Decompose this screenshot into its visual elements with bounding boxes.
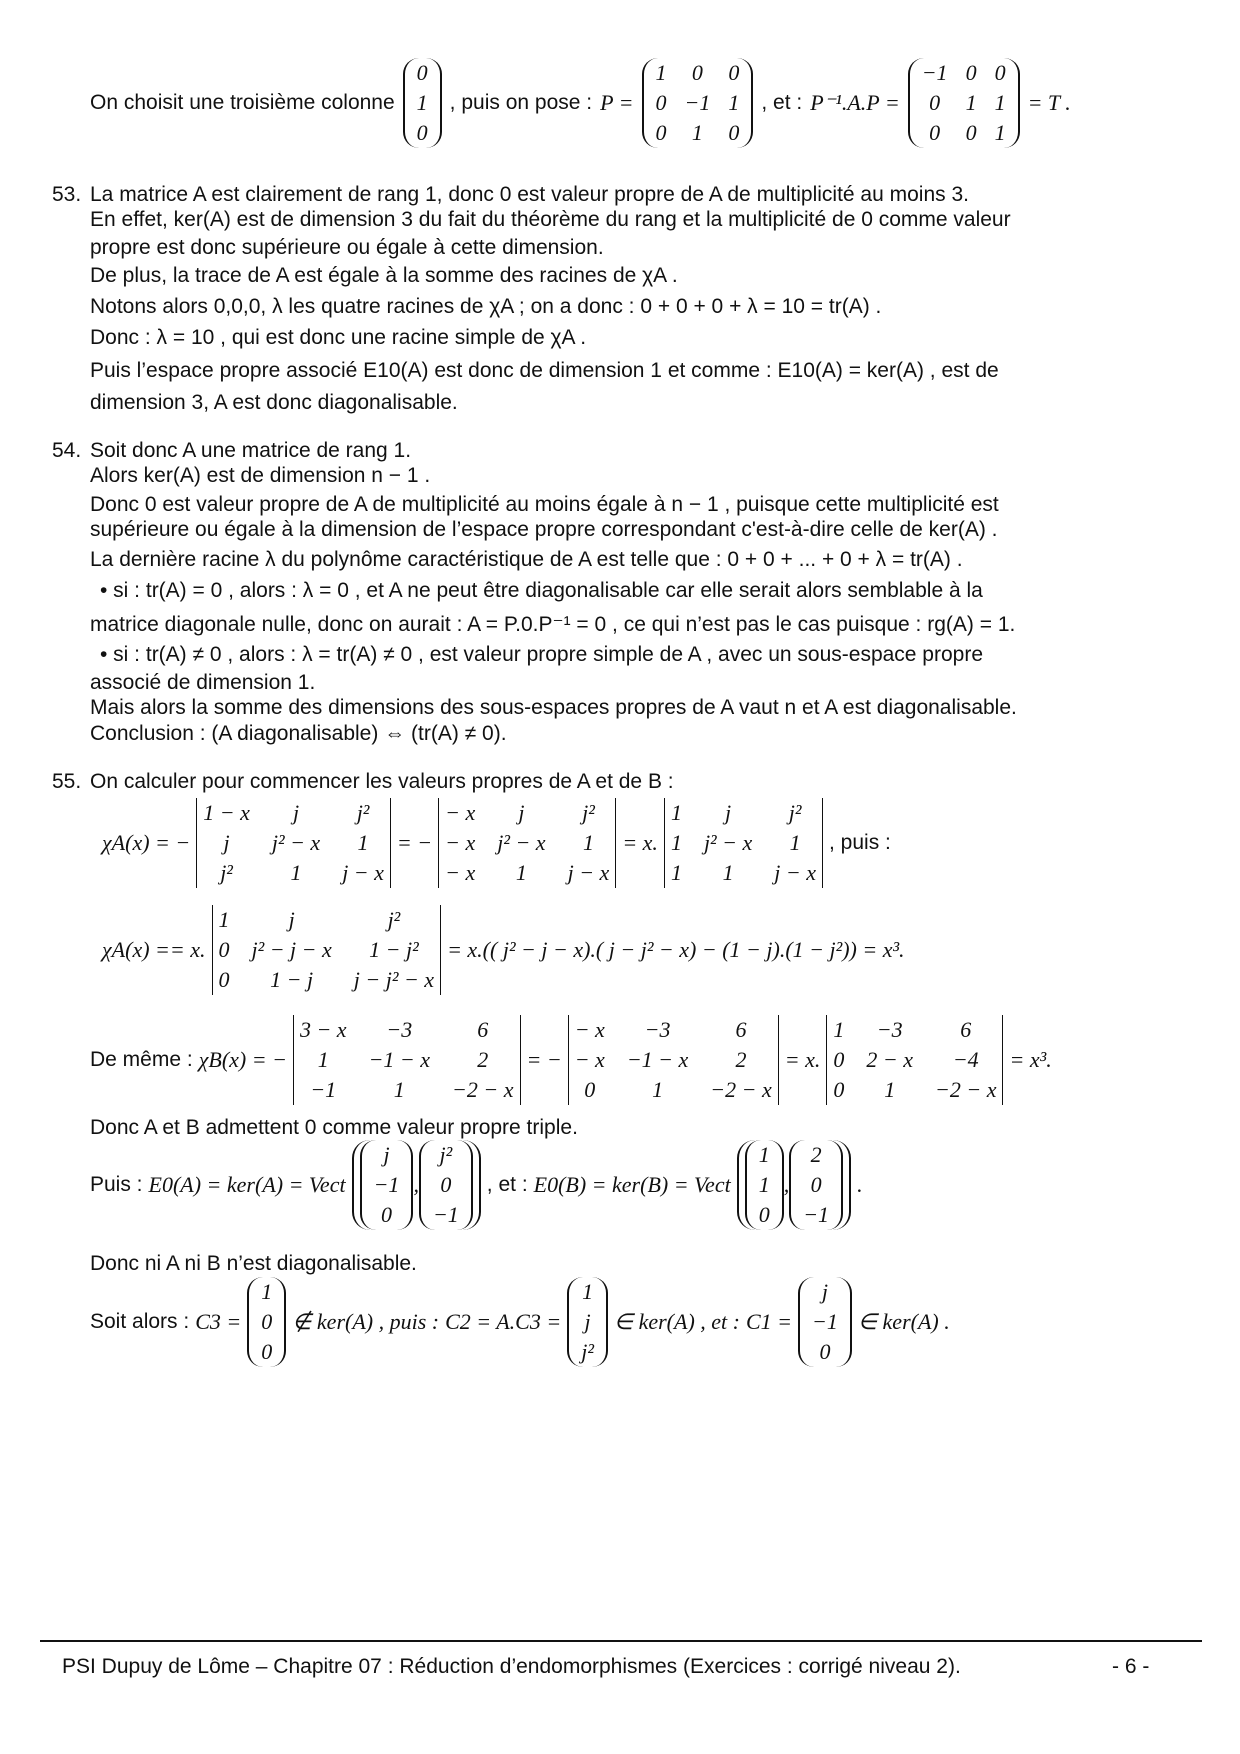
ex54-line-2: Alors ker(A) est de dimension n − 1 .	[90, 464, 431, 487]
T-label: P⁻¹.A.P =	[810, 90, 900, 115]
P-matrix-cell: 1	[655, 60, 667, 85]
vectA-1	[360, 1140, 414, 1230]
C-vectors-line	[90, 1277, 950, 1367]
C3-label: C3 =	[195, 1309, 242, 1334]
det-4-cell: j²	[387, 907, 401, 932]
chiA-equation-1	[102, 798, 891, 888]
det-1-cell: j²	[220, 860, 233, 885]
eq-minus-1: = −	[396, 830, 433, 855]
det-4-cell: j − j² − x	[353, 967, 435, 992]
T-end: = T .	[1027, 90, 1071, 115]
eq-minus-2: = −	[526, 1047, 562, 1072]
det-4-cell: 1	[218, 907, 230, 932]
vectA-comma: ,	[413, 1172, 419, 1197]
det-6-cell: −2 − x	[710, 1077, 772, 1102]
det-7-cell: 2 − x	[866, 1047, 914, 1072]
C2-vector	[567, 1277, 608, 1367]
det-1-cell: j	[223, 830, 230, 855]
eq-x-1: = x.	[622, 830, 658, 855]
det-4-cell: j	[288, 907, 295, 932]
vectA-2-cell: 0	[440, 1172, 452, 1197]
ex54-number: 54.	[52, 439, 82, 462]
det-5-cell: −3	[386, 1017, 413, 1042]
ex54-line-9: associé de dimension 1.	[90, 671, 316, 694]
det-7-cell: 0	[833, 1077, 845, 1102]
det-5-cell: 1	[393, 1077, 405, 1102]
T-matrix	[908, 58, 1020, 148]
ex53-line-6: Donc : λ = 10 , qui est donc une racine simple de χA .	[90, 326, 587, 349]
det-5-cell: 1	[317, 1047, 329, 1072]
chiA-label: χA(x) = −	[102, 830, 191, 855]
det-4	[212, 905, 442, 995]
C3-vector-cell: 1	[261, 1279, 273, 1304]
third-column-matrix-cell: 0	[416, 60, 428, 85]
det-3-cell: j − x	[774, 860, 816, 885]
det-5-cell: −1 − x	[368, 1047, 431, 1072]
det-2-cell: j	[518, 800, 525, 825]
vectB-2	[789, 1140, 843, 1230]
vectB-comma: ,	[783, 1172, 790, 1197]
vectB-1-cell: 0	[758, 1202, 770, 1227]
C2-vector-cell: j²	[581, 1339, 594, 1364]
det-7-cell: 0	[833, 1047, 845, 1072]
vectB-1-cell: 1	[758, 1142, 770, 1167]
ex54-line-10: Mais alors la somme des dimensions des sous-espaces propres de A vaut n et A est diagonalisable.	[90, 696, 1017, 719]
C3-vector-cell: 0	[261, 1339, 273, 1364]
det-4-cell: 0	[218, 937, 230, 962]
ex53-line-8: dimension 3, A est donc diagonalisable.	[90, 391, 458, 414]
det-2-cell: − x	[445, 860, 476, 885]
ex54-line-6: • si : tr(A) = 0 , alors : λ = 0 , et A ne peut être diagonalisable car elle serait alors semblable à la	[100, 579, 983, 602]
P-matrix-cell: 1	[691, 120, 703, 145]
det-6-cell: −1 − x	[626, 1047, 689, 1072]
ex54-line-8: • si : tr(A) ≠ 0 , alors : λ = tr(A) ≠ 0 , est valeur propre simple de A , avec un sous-espace propre	[100, 643, 984, 666]
T-matrix-cell: 1	[994, 120, 1006, 145]
vectA-1-cell: j	[383, 1142, 390, 1167]
ex53-line-4: De plus, la trace de A est égale à la somme des racines de χA .	[90, 264, 678, 287]
det-4-cell: 1 − j²	[369, 937, 419, 962]
det-2-cell: j²	[582, 800, 595, 825]
et-text: , et :	[486, 1173, 528, 1196]
T-matrix-cell: 0	[965, 60, 977, 85]
det-7	[826, 1015, 1003, 1105]
intro-text-2: , puis on pose :	[449, 91, 593, 114]
ex53-line-5: Notons alors 0,0,0, λ les quatre racines de χA ; on a donc : 0 + 0 + 0 + λ = 10 = tr(A) .	[90, 295, 882, 318]
det-7-cell: −2 − x	[935, 1077, 997, 1102]
chiB-result: = x³.	[1009, 1047, 1052, 1072]
ex53-line-1: La matrice A est clairement de rang 1, donc 0 est valeur propre de A de multiplicité au moins 3.	[90, 183, 969, 206]
eq-x-2: = x.	[784, 1047, 821, 1072]
vectB-1-cell: 1	[758, 1172, 770, 1197]
det-7-cell: 1	[833, 1017, 845, 1042]
det-4-cell: 1 − j	[270, 967, 314, 992]
det-3-cell: 1	[789, 830, 801, 855]
ex53-line-7: Puis l’espace propre associé E10(A) est donc de dimension 1 et comme : E10(A) = ker(A) , est de	[90, 359, 999, 382]
page-number: - 6 -	[1112, 1655, 1150, 1678]
ex53-line-3: propre est donc supérieure ou égale à cette dimension.	[90, 236, 604, 259]
det-2-cell: j² − x	[497, 830, 546, 855]
ex55-nondiag-line: Donc ni A ni B n’est diagonalisable.	[90, 1252, 417, 1275]
det-6-cell: 6	[735, 1017, 747, 1042]
C1-vector-cell: j	[821, 1279, 828, 1304]
det-3-cell: j² − x	[703, 830, 753, 855]
C2-vector-cell: 1	[582, 1279, 594, 1304]
det-1-cell: j²	[356, 800, 370, 825]
C1-vector-cell: −1	[812, 1309, 838, 1334]
ex54-line-5: La dernière racine λ du polynôme caractéristique de A est telle que : 0 + 0 + ... + 0 + λ = tr(A) .	[90, 548, 963, 571]
vectB-2-cell: 2	[810, 1142, 822, 1167]
det-7-cell: 1	[884, 1077, 896, 1102]
C1-label: C1 =	[745, 1309, 793, 1334]
det-2	[438, 798, 616, 888]
ex55-number: 55.	[52, 770, 82, 793]
P-matrix-cell: 1	[728, 90, 740, 115]
det-3-cell: 1	[722, 860, 734, 885]
E0A-label: E0(A) = ker(A) = Vect	[148, 1172, 346, 1197]
det-2-cell: 1	[582, 830, 594, 855]
T-matrix-cell: −1	[921, 60, 948, 85]
det-6-cell: 2	[735, 1047, 747, 1072]
chiB-equation	[90, 1015, 1052, 1105]
det-1-cell: j² − x	[271, 830, 321, 855]
puis-label: Puis :	[90, 1173, 143, 1196]
det-4-cell: 0	[218, 967, 230, 992]
C2-vector-cell: j	[584, 1309, 591, 1334]
det-2-cell: − x	[445, 800, 476, 825]
det-1	[196, 798, 391, 888]
det-3	[664, 798, 823, 888]
P-matrix	[642, 58, 754, 148]
vectA-1-cell: 0	[381, 1202, 392, 1227]
det-3-cell: 1	[670, 860, 682, 885]
det-1-cell: 1 − x	[203, 800, 250, 825]
det-6	[568, 1015, 779, 1105]
P-matrix-cell: −1	[684, 90, 711, 115]
footer-rule	[40, 1640, 1202, 1642]
P-label: P =	[600, 90, 634, 115]
vectA-1-cell: −1	[373, 1172, 400, 1197]
det-6-cell: 1	[652, 1077, 664, 1102]
C3-vector-cell: 0	[261, 1309, 273, 1334]
chiB-label: χB(x) = −	[198, 1047, 287, 1072]
det-1-cell: 1	[357, 830, 369, 855]
det-5-cell: 2	[477, 1047, 489, 1072]
C1-vector	[798, 1277, 852, 1367]
det-3-cell: 1	[670, 830, 682, 855]
third-column-matrix-cell: 1	[416, 90, 428, 115]
T-matrix-cell: 0	[929, 120, 941, 145]
ex53-line-2: En effet, ker(A) est de dimension 3 du fait du théorème du rang et la multiplicité de 0 comme valeur	[90, 208, 1011, 231]
vectB-2-cell: −1	[803, 1202, 830, 1227]
det-5-cell: 3 − x	[299, 1017, 347, 1042]
ex53-number: 53.	[52, 183, 82, 206]
C1-vector-cell: 0	[819, 1339, 831, 1364]
chiA-equation-2	[102, 905, 905, 995]
footer-text: PSI Dupuy de Lôme – Chapitre 07 : Réduction d’endomorphismes (Exercices : corrigé niveau 2).	[62, 1655, 961, 1678]
det-7-cell: −4	[952, 1047, 979, 1072]
intro-text-3: , et :	[761, 91, 803, 114]
third-column-matrix	[403, 58, 442, 148]
det-1-cell: 1	[290, 860, 302, 885]
C2-rest: ∈ ker(A) , et :	[613, 1309, 740, 1334]
det-6-cell: −3	[644, 1017, 671, 1042]
det-6-cell: − x	[574, 1047, 605, 1072]
det-6-cell: 0	[584, 1077, 596, 1102]
det-1-cell: j	[292, 800, 300, 825]
det-3-cell: 1	[670, 800, 682, 825]
C2-label: C2 = A.C3 =	[445, 1309, 562, 1334]
C3-rest: ∉ ker(A) , puis :	[292, 1309, 440, 1334]
vectA-2-cell: j²	[439, 1142, 453, 1167]
T-matrix-cell: 1	[994, 90, 1006, 115]
soit-text: Soit alors :	[90, 1310, 190, 1333]
P-matrix-cell: 0	[655, 90, 667, 115]
eigen-end-dot: .	[857, 1172, 863, 1197]
vectB-1	[745, 1140, 784, 1230]
ex55-line-1: On calculer pour commencer les valeurs propres de A et de B :	[90, 770, 674, 793]
det-7-cell: −3	[876, 1017, 903, 1042]
chiA-label-2: χA(x) == x.	[102, 937, 206, 962]
det-2-cell: 1	[515, 860, 527, 885]
C1-rest: ∈ ker(A) .	[857, 1309, 950, 1334]
third-column-matrix-cell: 0	[416, 120, 428, 145]
ex54-line-1: Soit donc A une matrice de rang 1.	[90, 439, 412, 462]
P-matrix-cell: 0	[655, 120, 667, 145]
vectA-span	[352, 1140, 481, 1230]
vectB-2-cell: 0	[810, 1172, 822, 1197]
intro-line	[90, 58, 1071, 148]
vectB-span	[737, 1140, 851, 1230]
T-matrix-cell: 0	[965, 120, 977, 145]
ex54-line-11: Conclusion : (A diagonalisable) ⇔ (tr(A) ≠ 0).	[90, 722, 507, 745]
det-1-cell: j − x	[342, 860, 384, 885]
det-7-cell: 6	[960, 1017, 972, 1042]
det-5-cell: −2 − x	[452, 1077, 514, 1102]
det-3-cell: j	[725, 800, 732, 825]
chiA-result: = x.(( j² − j − x).( j − j² − x) − (1 − j).(1 − j²)) = x³.	[447, 937, 905, 962]
P-matrix-cell: 0	[691, 60, 703, 85]
E0B-label: E0(B) = ker(B) = Vect	[533, 1172, 731, 1197]
ex54-line-3: Donc 0 est valeur propre de A de multiplicité au moins égale à n − 1 , puisque cette multiplicité est	[90, 493, 999, 516]
det-5-cell: −1	[310, 1077, 337, 1102]
det-5	[293, 1015, 521, 1105]
puis-text: , puis :	[829, 831, 891, 854]
P-matrix-cell: 0	[728, 120, 740, 145]
vectA-2-cell: −1	[432, 1202, 459, 1227]
T-matrix-cell: 0	[929, 90, 941, 115]
det-2-cell: j − x	[567, 860, 610, 885]
det-4-cell: j² − j − x	[251, 937, 332, 962]
det-6-cell: − x	[574, 1017, 605, 1042]
ex54-line-7: matrice diagonale nulle, donc on aurait : A = P.0.P⁻¹ = 0 , ce qui n’est pas le cas puisque : rg(A) = 1.	[90, 613, 1016, 636]
ex55-triple-line: Donc A et B admettent 0 comme valeur propre triple.	[90, 1116, 578, 1139]
det-5-cell: 6	[477, 1017, 489, 1042]
C3-vector	[247, 1277, 286, 1367]
vectA-2	[419, 1140, 473, 1230]
intro-text-1: On choisit une troisième colonne	[90, 91, 395, 114]
T-matrix-cell: 0	[994, 60, 1006, 85]
eigenspaces-line	[90, 1140, 863, 1230]
det-3-cell: j²	[788, 800, 802, 825]
ex54-line-4: supérieure ou égale à la dimension de l’espace propre correspondant c'est-à-dire celle de ker(A) .	[90, 518, 998, 541]
T-matrix-cell: 1	[965, 90, 977, 115]
P-matrix-cell: 0	[728, 60, 740, 85]
de-meme-text: De même :	[90, 1048, 193, 1071]
det-2-cell: − x	[445, 830, 476, 855]
